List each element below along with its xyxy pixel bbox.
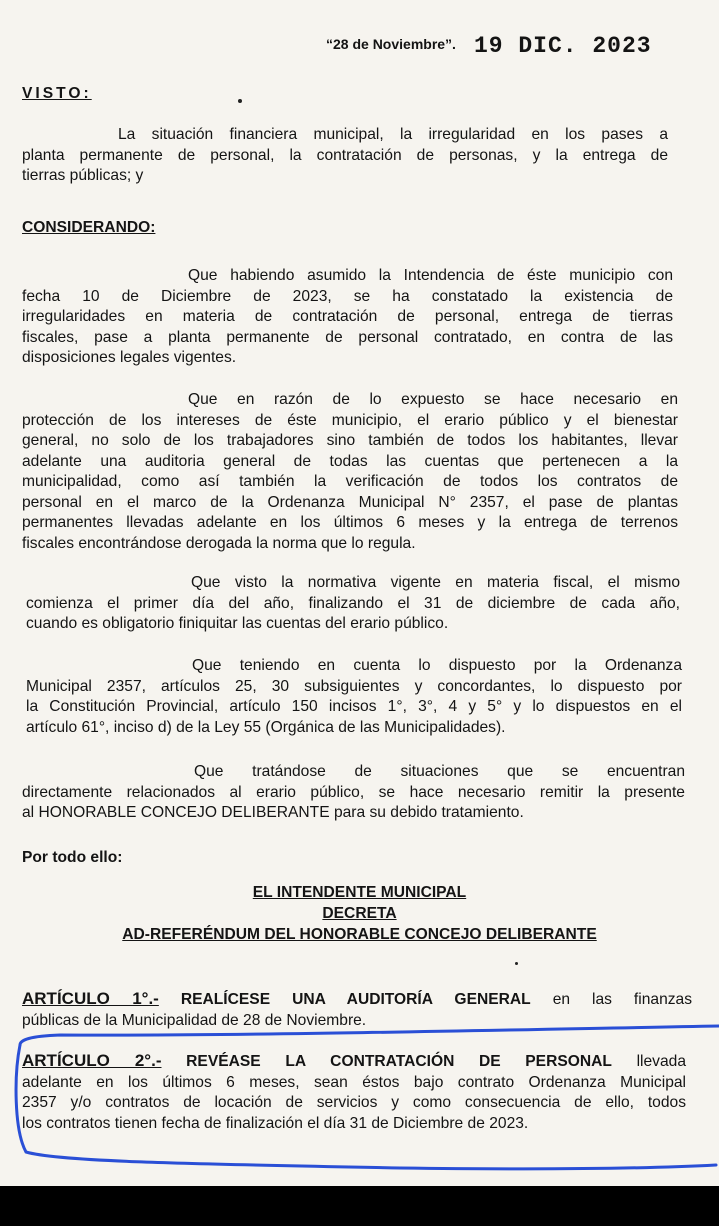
paragraph-line: disposiciones legales vigentes. — [22, 349, 237, 366]
paragraph-line: Que teniendo en cuenta lo dispuesto por la Ordenanza — [192, 657, 682, 674]
article-line: 2357 y/o contratos de locación de servicios y como consecuencia de ello, todos — [22, 1094, 686, 1111]
paragraph-line: artículo 61°, inciso d) de la Ley 55 (Orgánica de las Municipalidades). — [26, 718, 506, 736]
paragraph-line: Que en razón de lo expuesto se hace necesario en — [188, 391, 678, 408]
date-stamp: 19 DIC. 2023 — [473, 33, 652, 59]
paragraph-line: personal en el marco de la Ordenanza Municipal N° 2357, el pase de plantas — [22, 493, 678, 511]
pen-stroke — [20, 1026, 719, 1045]
article-bold-text: REVÉASE LA CONTRATACIÓN DE PERSONAL — [186, 1053, 612, 1070]
paragraph-line: permanentes llevadas adelante en los últimos 6 meses y la entrega de terrenos — [22, 514, 678, 531]
paragraph-line: irregularidades en materia de contratación de personal, entrega de tierras — [22, 308, 673, 325]
paragraph-line: general, no solo de los trabajadores sino también de todos los habitantes, llevar — [22, 432, 678, 449]
visto-line: La situación financiera municipal, la irregularidad en los pases a — [118, 126, 668, 143]
paragraph-line: la Constitución Provincial, artículo 150 incisos 1°, 3°, 4 y 5° y lo dispuestos en el — [26, 698, 682, 715]
paragraph-line: fiscales encontrándose derogada la norma que lo regula. — [22, 534, 416, 552]
paragraph-line: Que visto la normativa vigente en materia fiscal, el mismo — [191, 574, 680, 591]
visto-line: tierras públicas; y — [22, 167, 144, 184]
article-bold-text: REALÍCESE UNA AUDITORÍA GENERAL — [180, 991, 531, 1008]
article-line: los contratos tienen fecha de finalización el día 31 de Diciembre de 2023. — [22, 1114, 529, 1132]
paragraph-line: municipalidad, como así también la verificación de todos los contratos de — [22, 473, 678, 490]
article-line-rest: llevada — [636, 1053, 686, 1070]
article-line: públicas de la Municipalidad de 28 de Noviembre. — [22, 1011, 367, 1029]
considerando-heading: CONSIDERANDO: — [22, 219, 156, 236]
decree-heading-line3: AD-REFERÉNDUM DEL HONORABLE CONCEJO DELIBERANTE — [122, 926, 597, 943]
paragraph-line: cuando es obligatorio finiquitar las cuentas del erario público. — [26, 615, 449, 632]
visto-line: planta permanente de personal, la contratación de personas, y la entrega de — [22, 146, 668, 164]
article-line-rest: en las finanzas — [552, 991, 693, 1008]
bottom-black-bar — [0, 1186, 719, 1226]
paragraph-line: comienza el primer día del año, finalizando el 31 de diciembre de cada año, — [26, 594, 680, 612]
paragraph-line: al HONORABLE CONCEJO DELIBERANTE para su debido tratamiento. — [22, 804, 524, 821]
paragraph-line: fiscales, pase a planta permanente de personal contratado, en contra de las — [22, 328, 673, 346]
header-town-name: “28 de Noviembre”. — [326, 36, 456, 52]
pen-stroke — [16, 1045, 716, 1169]
paragraph-line: protección de los intereses de éste municipio, el erario público y el bienestar — [22, 411, 678, 429]
paragraph-line: Que tratándose de situaciones que se encuentran — [194, 763, 685, 780]
decree-heading-line1: EL INTENDENTE MUNICIPAL — [252, 884, 467, 901]
paragraph-line: adelante una auditoria general de todas las cuentas que pertenecen a la — [22, 452, 678, 470]
paragraph-line: Que habiendo asumido la Intendencia de éste municipio con — [188, 267, 673, 284]
paragraph-line: fecha 10 de Diciembre de 2023, se ha constatado la existencia de — [22, 287, 673, 305]
article-label: ARTÍCULO 1°.- — [22, 989, 159, 1008]
paragraph-line: Municipal 2357, artículos 25, 30 subsiguientes y concordantes, lo dispuesto por — [26, 677, 682, 695]
por-todo-ello: Por todo ello: — [22, 849, 123, 866]
paragraph-line: directamente relacionados al erario público, se hace necesario remitir la presente — [22, 783, 685, 801]
article-label: ARTÍCULO 2°.- — [22, 1051, 162, 1070]
visto-heading: VISTO: — [22, 85, 92, 102]
decree-heading-line2: DECRETA — [322, 905, 397, 922]
article-line: adelante en los últimos 6 meses, sean éstos bajo contrato Ordenanza Municipal — [22, 1073, 686, 1091]
